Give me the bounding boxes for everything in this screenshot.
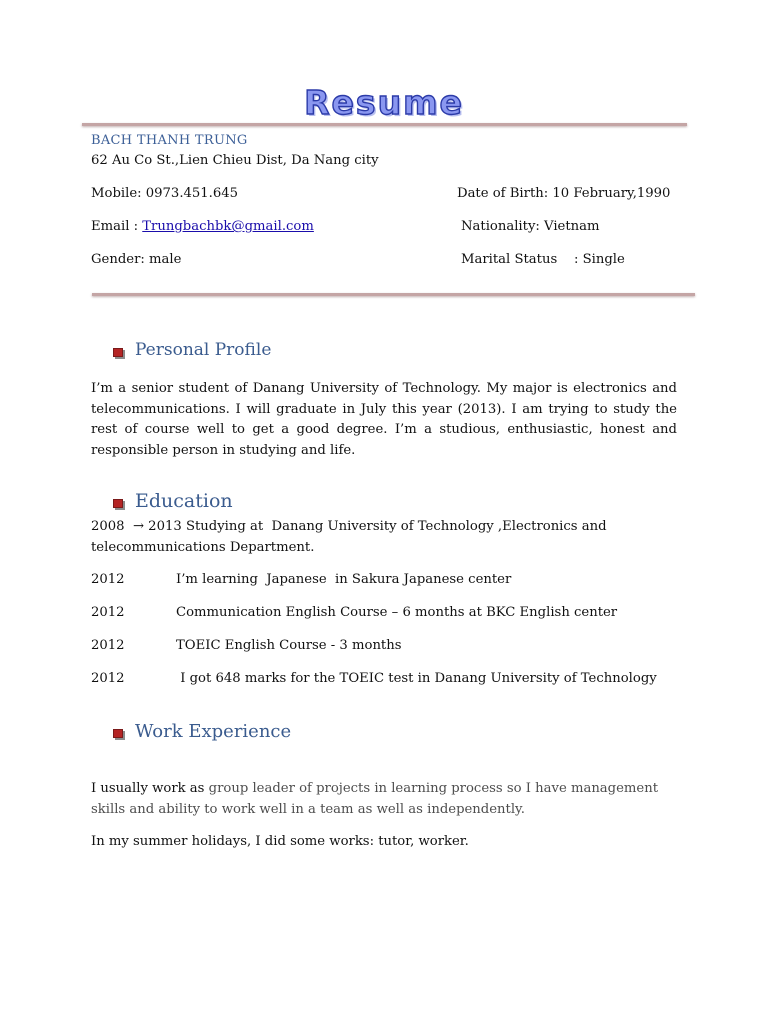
education-item-year: 2012 — [91, 605, 125, 620]
nationality: Nationality: Vietnam — [461, 219, 600, 234]
applicant-name: BACH THANH TRUNG — [91, 133, 248, 148]
personal-profile-text: I’m a senior student of Danang University of Technology. My major is electronics and telecommunications. I will graduate in July this year (2013). I am trying to study the rest of course well to get a good degree. I’m a studious, enthusiastic, honest and responsible person in studying and life. — [91, 381, 677, 458]
personal-profile-title: Personal Profile — [135, 340, 272, 360]
education-item-year: 2012 — [91, 671, 125, 686]
top-divider — [82, 123, 687, 126]
mobile: Mobile: 0973.451.645 — [91, 186, 239, 201]
marital-status: Marital Status : Single — [461, 252, 625, 267]
work-experience-intro — [91, 779, 677, 820]
email-label: Email : — [91, 219, 143, 234]
bottom-divider — [92, 293, 695, 296]
work-summer-text: In my summer holidays, I did some works: tutor, worker. — [91, 834, 469, 849]
work-intro-rest: group leader of projects in learning process so I have management skills and ability to work well in a team as well as independently. — [91, 781, 659, 817]
gender: Gender: male — [91, 252, 182, 267]
address: 62 Au Co St.,Lien Chieu Dist, Da Nang city — [91, 153, 379, 168]
education-heading — [113, 490, 233, 512]
personal-profile-heading — [113, 340, 271, 360]
bullet-icon — [113, 348, 123, 357]
education-item-text: I’m learning Japanese in Sakura Japanese center — [176, 572, 512, 587]
education-item-text: TOEIC English Course - 3 months — [176, 638, 402, 653]
bullet-icon — [113, 729, 123, 738]
work-experience-title: Work Experience — [135, 721, 292, 742]
education-main-line-1: 2008 → 2013 Studying at Danang University of Technology ,Electronics and — [91, 519, 607, 534]
email-row — [91, 218, 314, 236]
bullet-icon — [113, 499, 123, 508]
work-experience-heading — [113, 721, 291, 742]
education-item-text: Communication English Course – 6 months at BKC English center — [176, 605, 618, 620]
education-item-text: I got 648 marks for the TOEIC test in Danang University of Technology — [176, 671, 657, 686]
date-of-birth: Date of Birth: 10 February,1990 — [457, 186, 671, 201]
education-main-line-2: telecommunications Department. — [91, 540, 315, 555]
education-item-year: 2012 — [91, 572, 125, 587]
education-title: Education — [135, 490, 233, 512]
work-intro-lead: I usually work as — [91, 781, 209, 796]
email-link[interactable]: Trungbachbk@gmail.com — [142, 219, 314, 234]
resume-title: Resume — [304, 83, 464, 122]
education-item-year: 2012 — [91, 638, 125, 653]
